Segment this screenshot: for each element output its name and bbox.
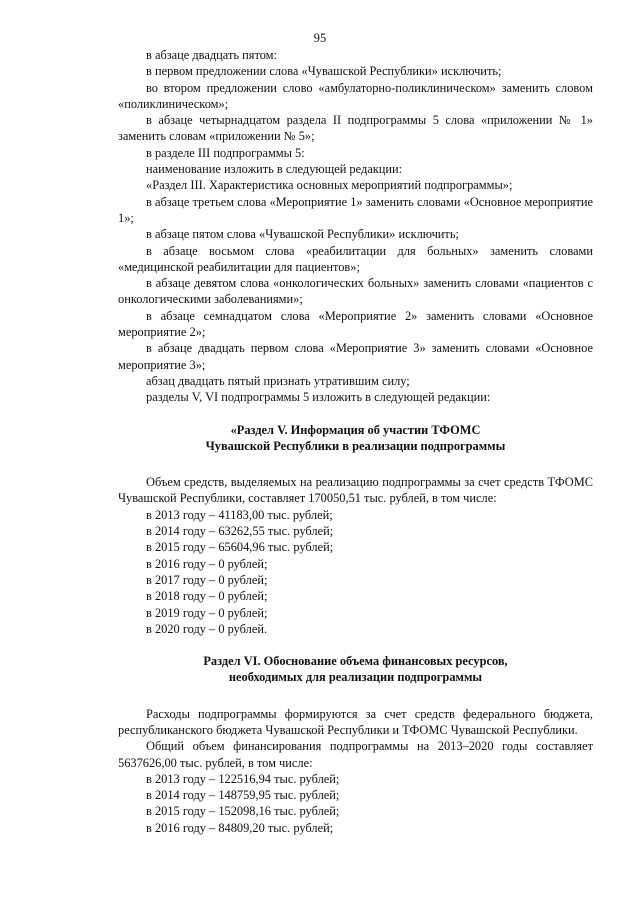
paragraph: разделы V, VI подпрограммы 5 изложить в следующей редакции: — [146, 390, 491, 405]
year-line: в 2013 году – 122516,94 тыс. рублей; — [146, 771, 340, 786]
paragraph: в абзаце восьмом слова «реабилитации для больных» заменить словами «медицинской реабилитации для пациентов»; — [118, 243, 593, 274]
section-6-heading: необходимых для реализации подпрограммы — [228, 670, 483, 685]
year-line: в 2015 году – 65604,96 тыс. рублей; — [146, 540, 334, 555]
year-line: в 2014 году – 148759,95 тыс. рублей; — [146, 788, 340, 803]
spacer — [118, 454, 593, 474]
paragraph: во втором предложении слово «амбулаторно-поликлиническом» заменить словом «поликлиническом»; — [118, 80, 593, 111]
section-6-paragraph: Общий объем финансирования подпрограммы на 2013–2020 годы составляет 5637626,00 тыс. рублей, в том числе: — [118, 739, 593, 770]
paragraph: в абзаце девятом слова «онкологических больных» заменить словами «пациентов с онкологическими заболеваниями»; — [118, 276, 593, 307]
spacer — [118, 406, 593, 422]
paragraph: в абзаце пятом слова «Чувашской Республики» исключить; — [146, 227, 459, 242]
page-number: 95 — [313, 31, 327, 45]
section-5-intro: Объем средств, выделяемых на реализацию подпрограммы за счет средств ТФОМС Чувашской Республики, составляет 170050,51 тыс. рублей, в том числе: — [118, 475, 593, 506]
paragraph: в разделе III подпрограммы 5: — [146, 145, 305, 160]
paragraph: в абзаце двадцать пятом: — [146, 48, 277, 62]
section-6-heading: Раздел VI. Обоснование объема финансовых ресурсов, — [203, 654, 508, 669]
section-6-paragraph: Расходы подпрограммы формируются за счет средств федерального бюджета, республиканского бюджета Чувашской Республики и ТФОМС Чувашской Республики. — [118, 706, 593, 737]
year-line: в 2015 году – 152098,16 тыс. рублей; — [146, 804, 340, 819]
paragraph: «Раздел III. Характеристика основных мероприятий подпрограммы»; — [146, 178, 513, 193]
paragraph: абзац двадцать пятый признать утратившим силу; — [146, 373, 410, 388]
year-line: в 2019 году – 0 рублей; — [146, 605, 268, 620]
spacer — [118, 637, 593, 653]
year-line: в 2016 году – 0 рублей; — [146, 556, 268, 571]
year-line: в 2020 году – 0 рублей. — [146, 621, 268, 636]
paragraph: в абзаце семнадцатом слова «Мероприятие 2» заменить словами «Основное мероприятие 2»; — [118, 308, 593, 340]
paragraph: в абзаце двадцать первом слова «Мероприятие 3» заменить словами «Основное мероприятие 3»; — [118, 341, 593, 372]
year-line: в 2016 году – 84809,20 тыс. рублей; — [146, 820, 334, 835]
paragraph: в первом предложении слова «Чувашской Республики» исключить; — [146, 64, 502, 79]
year-line: в 2017 году – 0 рублей; — [146, 572, 268, 587]
section-5-heading: Чувашской Республики в реализации подпрограммы — [205, 438, 506, 453]
paragraph: в абзаце четырнадцатом раздела II подпрограммы 5 слова «приложении № 1» заменить словам «приложении № 5»; — [118, 113, 593, 144]
year-line: в 2018 году – 0 рублей; — [146, 589, 268, 604]
year-line: в 2014 году – 63262,55 тыс. рублей; — [146, 524, 334, 539]
document-body — [118, 47, 593, 836]
paragraph: наименование изложить в следующей редакции: — [146, 162, 403, 177]
paragraph: в абзаце третьем слова «Мероприятие 1» заменить словами «Основное мероприятие 1»; — [118, 194, 593, 225]
section-5-heading: «Раздел V. Информация об участии ТФОМС — [230, 422, 481, 437]
year-line: в 2013 году – 41183,00 тыс. рублей; — [146, 507, 333, 522]
spacer — [118, 686, 593, 706]
